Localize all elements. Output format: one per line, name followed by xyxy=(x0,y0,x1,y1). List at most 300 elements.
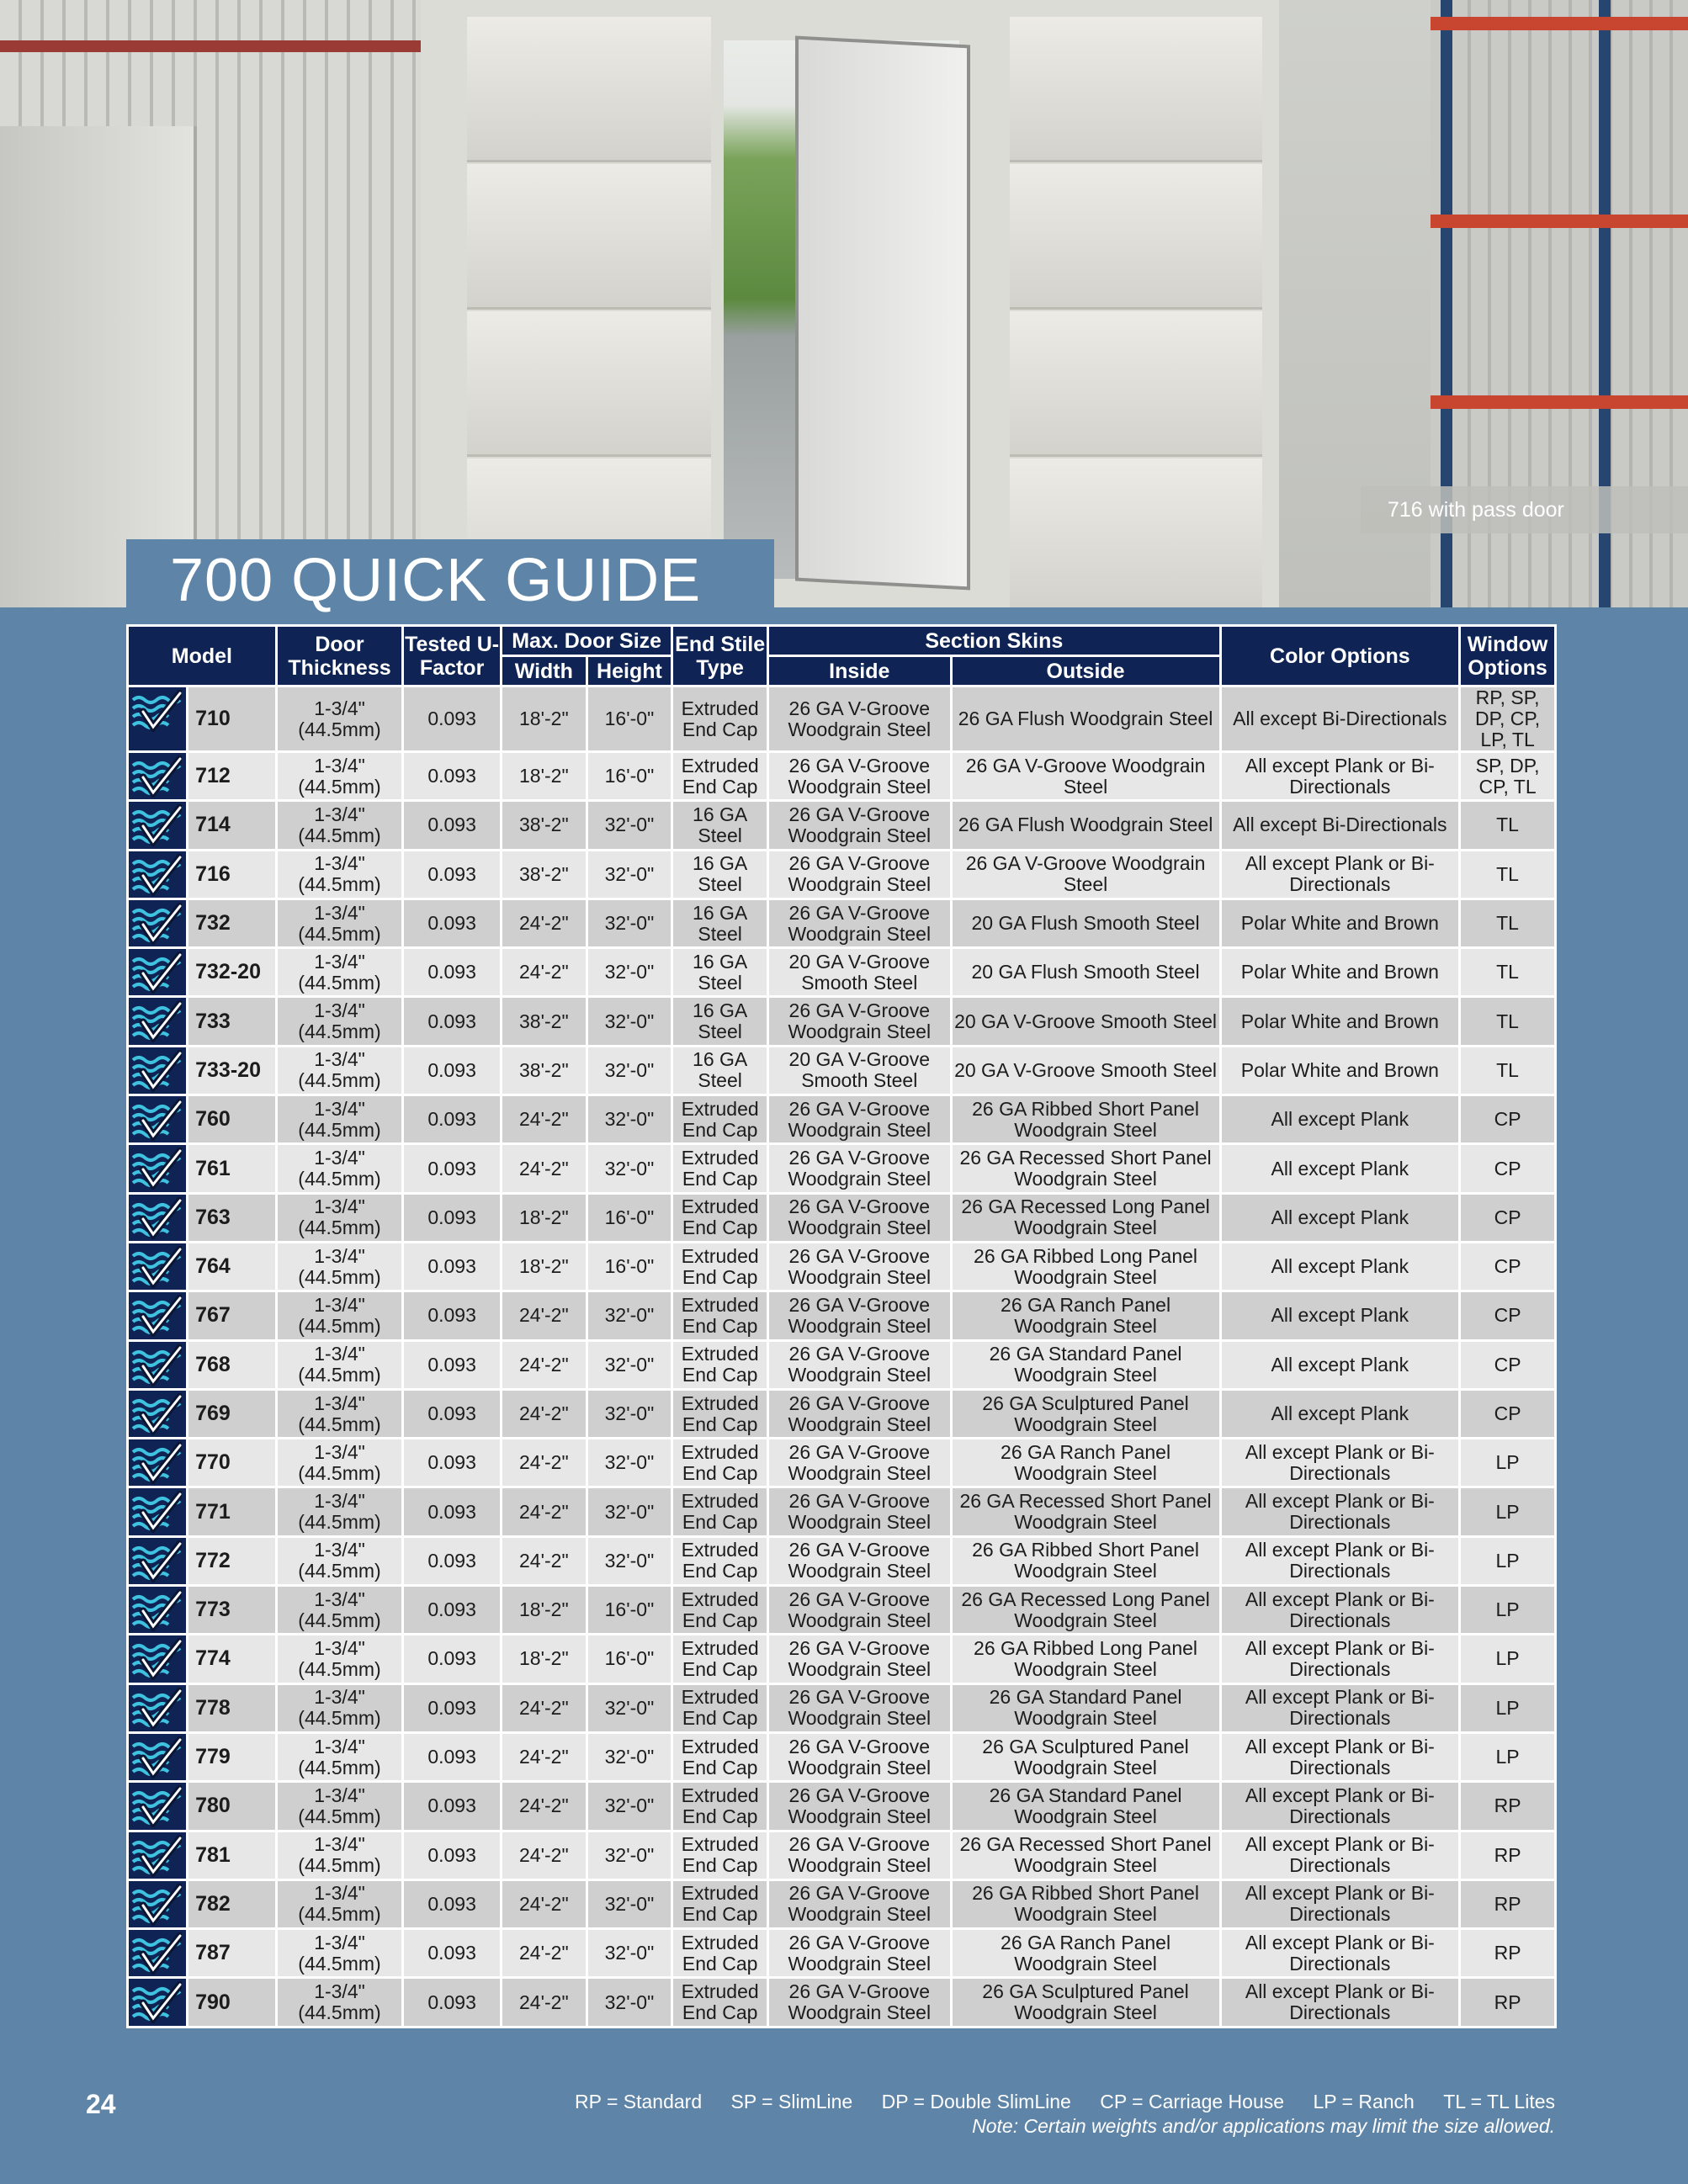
outside-skin-cell: 26 GA Ranch Panel Woodgrain Steel xyxy=(951,1439,1220,1487)
outside-skin-cell: 26 GA Sculptured Panel Woodgrain Steel xyxy=(951,1389,1220,1438)
icon-cell xyxy=(128,1831,188,1879)
insulated-check-icon xyxy=(131,1884,182,1926)
end-stile-cell: Extruded End Cap xyxy=(672,1242,768,1291)
window-options-cell: TL xyxy=(1460,899,1556,947)
thickness-cell: 1-3/4" (44.5mm) xyxy=(276,1635,402,1683)
insulated-check-icon xyxy=(131,1835,182,1877)
end-stile-cell: Extruded End Cap xyxy=(672,1782,768,1831)
pass-door xyxy=(795,36,970,591)
window-options-cell: RP, SP, DP, CP, LP, TL xyxy=(1460,686,1556,752)
inside-skin-cell: 26 GA V-Groove Woodgrain Steel xyxy=(768,1242,951,1291)
outside-skin-cell: 26 GA Standard Panel Woodgrain Steel xyxy=(951,1782,1220,1831)
page-number: 24 xyxy=(86,2089,116,2119)
thickness-cell: 1-3/4" (44.5mm) xyxy=(276,1683,402,1732)
table-row xyxy=(128,1586,1556,1635)
height-cell: 32'-0" xyxy=(587,997,672,1046)
icon-cell xyxy=(128,948,188,997)
color-options-cell: Polar White and Brown xyxy=(1220,1046,1460,1095)
inside-skin-cell: 26 GA V-Groove Woodgrain Steel xyxy=(768,686,951,752)
model-cell: 771 xyxy=(188,1487,277,1536)
outside-skin-cell: 20 GA V-Groove Smooth Steel xyxy=(951,1046,1220,1095)
width-cell: 24'-2" xyxy=(502,1683,587,1732)
inside-skin-cell: 26 GA V-Groove Woodgrain Steel xyxy=(768,1439,951,1487)
model-cell: 732 xyxy=(188,899,277,947)
ufactor-cell: 0.093 xyxy=(403,752,502,801)
thickness-cell: 1-3/4" (44.5mm) xyxy=(276,686,402,752)
icon-cell xyxy=(128,1046,188,1095)
inside-skin-cell: 26 GA V-Groove Woodgrain Steel xyxy=(768,1487,951,1536)
window-options-cell: LP xyxy=(1460,1487,1556,1536)
thickness-cell: 1-3/4" (44.5mm) xyxy=(276,1389,402,1438)
color-options-cell: All except Plank or Bi-Directionals xyxy=(1220,1439,1460,1487)
model-cell: 712 xyxy=(188,752,277,801)
inside-skin-cell: 26 GA V-Groove Woodgrain Steel xyxy=(768,1732,951,1781)
end-stile-cell: Extruded End Cap xyxy=(672,1389,768,1438)
width-cell: 24'-2" xyxy=(502,1144,587,1193)
end-stile-cell: Extruded End Cap xyxy=(672,1536,768,1585)
insulated-check-icon xyxy=(131,804,182,846)
end-stile-cell: 16 GA Steel xyxy=(672,801,768,850)
header-width: Width xyxy=(502,656,587,686)
color-options-cell: Polar White and Brown xyxy=(1220,997,1460,1046)
thickness-cell: 1-3/4" (44.5mm) xyxy=(276,1536,402,1585)
color-options-cell: All except Plank or Bi-Directionals xyxy=(1220,1831,1460,1879)
model-cell: 732-20 xyxy=(188,948,277,997)
inside-skin-cell: 26 GA V-Groove Woodgrain Steel xyxy=(768,850,951,899)
thickness-cell: 1-3/4" (44.5mm) xyxy=(276,1879,402,1928)
table-row xyxy=(128,1978,1556,2027)
insulated-check-icon xyxy=(131,1246,182,1288)
ufactor-cell: 0.093 xyxy=(403,1732,502,1781)
icon-cell xyxy=(128,1291,188,1340)
height-cell: 32'-0" xyxy=(587,1144,672,1193)
ufactor-cell: 0.093 xyxy=(403,1242,502,1291)
model-cell: 779 xyxy=(188,1732,277,1781)
end-stile-cell: Extruded End Cap xyxy=(672,1439,768,1487)
end-stile-cell: Extruded End Cap xyxy=(672,1144,768,1193)
header-tested-ufactor: Tested U-Factor xyxy=(403,626,502,686)
outside-skin-cell: 26 GA Ranch Panel Woodgrain Steel xyxy=(951,1291,1220,1340)
width-cell: 24'-2" xyxy=(502,1782,587,1831)
width-cell: 38'-2" xyxy=(502,850,587,899)
color-options-cell: All except Plank or Bi-Directionals xyxy=(1220,1683,1460,1732)
table-row xyxy=(128,1487,1556,1536)
height-cell: 16'-0" xyxy=(587,1242,672,1291)
table-row xyxy=(128,1683,1556,1732)
insulated-check-icon xyxy=(131,1589,182,1631)
color-options-cell: All except Plank or Bi-Directionals xyxy=(1220,752,1460,801)
table-row xyxy=(128,686,1556,752)
red-beam xyxy=(0,40,421,52)
ufactor-cell: 0.093 xyxy=(403,1635,502,1683)
window-options-cell: LP xyxy=(1460,1536,1556,1585)
window-options-cell: CP xyxy=(1460,1095,1556,1144)
model-cell: 764 xyxy=(188,1242,277,1291)
outside-skin-cell: 26 GA V-Groove Woodgrain Steel xyxy=(951,850,1220,899)
color-options-cell: Polar White and Brown xyxy=(1220,948,1460,997)
color-options-cell: All except Plank xyxy=(1220,1095,1460,1144)
height-cell: 16'-0" xyxy=(587,1193,672,1242)
inside-skin-cell: 26 GA V-Groove Woodgrain Steel xyxy=(768,1879,951,1928)
width-cell: 24'-2" xyxy=(502,1095,587,1144)
width-cell: 18'-2" xyxy=(502,1193,587,1242)
inside-skin-cell: 26 GA V-Groove Woodgrain Steel xyxy=(768,1193,951,1242)
thickness-cell: 1-3/4" (44.5mm) xyxy=(276,1291,402,1340)
ufactor-cell: 0.093 xyxy=(403,1487,502,1536)
model-cell: 733 xyxy=(188,997,277,1046)
thickness-cell: 1-3/4" (44.5mm) xyxy=(276,1978,402,2027)
height-cell: 32'-0" xyxy=(587,1536,672,1585)
color-options-cell: All except Plank or Bi-Directionals xyxy=(1220,1879,1460,1928)
model-cell: 767 xyxy=(188,1291,277,1340)
end-stile-cell: Extruded End Cap xyxy=(672,686,768,752)
color-options-cell: All except Plank xyxy=(1220,1144,1460,1193)
insulated-check-icon xyxy=(131,903,182,945)
ufactor-cell: 0.093 xyxy=(403,1683,502,1732)
end-stile-cell: Extruded End Cap xyxy=(672,1487,768,1536)
width-cell: 18'-2" xyxy=(502,1242,587,1291)
model-cell: 714 xyxy=(188,801,277,850)
window-options-cell: CP xyxy=(1460,1291,1556,1340)
model-cell: 787 xyxy=(188,1929,277,1978)
table-row xyxy=(128,752,1556,801)
ufactor-cell: 0.093 xyxy=(403,801,502,850)
table-row xyxy=(128,997,1556,1046)
insulated-check-icon xyxy=(131,1148,182,1190)
ufactor-cell: 0.093 xyxy=(403,1095,502,1144)
ufactor-cell: 0.093 xyxy=(403,1879,502,1928)
model-cell: 778 xyxy=(188,1683,277,1732)
thickness-cell: 1-3/4" (44.5mm) xyxy=(276,1340,402,1389)
window-options-cell: LP xyxy=(1460,1439,1556,1487)
height-cell: 32'-0" xyxy=(587,1095,672,1144)
window-options-cell: RP xyxy=(1460,1782,1556,1831)
thickness-cell: 1-3/4" (44.5mm) xyxy=(276,1487,402,1536)
color-options-cell: All except Plank xyxy=(1220,1242,1460,1291)
inside-skin-cell: 20 GA V-Groove Smooth Steel xyxy=(768,1046,951,1095)
width-cell: 24'-2" xyxy=(502,1487,587,1536)
insulated-check-icon xyxy=(131,1050,182,1092)
height-cell: 32'-0" xyxy=(587,850,672,899)
model-cell: 716 xyxy=(188,850,277,899)
width-cell: 24'-2" xyxy=(502,1291,587,1340)
inside-skin-cell: 26 GA V-Groove Woodgrain Steel xyxy=(768,1978,951,2027)
outside-skin-cell: 26 GA Ribbed Long Panel Woodgrain Steel xyxy=(951,1242,1220,1291)
width-cell: 24'-2" xyxy=(502,1879,587,1928)
inside-skin-cell: 26 GA V-Groove Woodgrain Steel xyxy=(768,1782,951,1831)
window-options-cell: LP xyxy=(1460,1635,1556,1683)
end-stile-cell: Extruded End Cap xyxy=(672,1929,768,1978)
color-options-cell: All except Plank or Bi-Directionals xyxy=(1220,850,1460,899)
header-outside: Outside xyxy=(951,656,1220,686)
inside-skin-cell: 26 GA V-Groove Woodgrain Steel xyxy=(768,1536,951,1585)
inside-skin-cell: 26 GA V-Groove Woodgrain Steel xyxy=(768,1635,951,1683)
width-cell: 24'-2" xyxy=(502,1978,587,2027)
ufactor-cell: 0.093 xyxy=(403,850,502,899)
header-model: Model xyxy=(128,626,277,686)
width-cell: 24'-2" xyxy=(502,948,587,997)
model-cell: 770 xyxy=(188,1439,277,1487)
end-stile-cell: Extruded End Cap xyxy=(672,1732,768,1781)
table-row xyxy=(128,1242,1556,1291)
width-cell: 38'-2" xyxy=(502,1046,587,1095)
width-cell: 24'-2" xyxy=(502,1389,587,1438)
outside-skin-cell: 26 GA Ribbed Short Panel Woodgrain Steel xyxy=(951,1536,1220,1585)
color-options-cell: All except Plank xyxy=(1220,1340,1460,1389)
ufactor-cell: 0.093 xyxy=(403,948,502,997)
icon-cell xyxy=(128,1487,188,1536)
width-cell: 18'-2" xyxy=(502,1635,587,1683)
outside-skin-cell: 26 GA Ribbed Short Panel Woodgrain Steel xyxy=(951,1095,1220,1144)
table-row xyxy=(128,1879,1556,1928)
header-section-skins: Section Skins xyxy=(768,626,1221,656)
window-options-cell: LP xyxy=(1460,1586,1556,1635)
width-cell: 24'-2" xyxy=(502,1929,587,1978)
width-cell: 24'-2" xyxy=(502,899,587,947)
outside-skin-cell: 26 GA Sculptured Panel Woodgrain Steel xyxy=(951,1732,1220,1781)
ufactor-cell: 0.093 xyxy=(403,997,502,1046)
model-cell: 774 xyxy=(188,1635,277,1683)
table-row xyxy=(128,1193,1556,1242)
ufactor-cell: 0.093 xyxy=(403,1782,502,1831)
width-cell: 24'-2" xyxy=(502,1340,587,1389)
quick-guide-table xyxy=(126,624,1557,2028)
icon-cell xyxy=(128,1193,188,1242)
width-cell: 18'-2" xyxy=(502,1586,587,1635)
model-cell: 710 xyxy=(188,686,277,752)
thickness-cell: 1-3/4" (44.5mm) xyxy=(276,1144,402,1193)
outside-skin-cell: 26 GA Recessed Long Panel Woodgrain Steel xyxy=(951,1586,1220,1635)
color-options-cell: All except Plank xyxy=(1220,1193,1460,1242)
thickness-cell: 1-3/4" (44.5mm) xyxy=(276,1193,402,1242)
height-cell: 32'-0" xyxy=(587,1782,672,1831)
legend-item: TL = TL Lites xyxy=(1443,2091,1555,2112)
inside-skin-cell: 20 GA V-Groove Smooth Steel xyxy=(768,948,951,997)
thickness-cell: 1-3/4" (44.5mm) xyxy=(276,997,402,1046)
ufactor-cell: 0.093 xyxy=(403,1439,502,1487)
end-stile-cell: 16 GA Steel xyxy=(672,948,768,997)
height-cell: 32'-0" xyxy=(587,1929,672,1978)
model-cell: 773 xyxy=(188,1586,277,1635)
end-stile-cell: Extruded End Cap xyxy=(672,1193,768,1242)
footnote: Note: Certain weights and/or applications may limit the size allowed. xyxy=(972,2115,1555,2137)
icon-cell xyxy=(128,1879,188,1928)
icon-cell xyxy=(128,1389,188,1438)
window-options-cell: RP xyxy=(1460,1978,1556,2027)
thickness-cell: 1-3/4" (44.5mm) xyxy=(276,1586,402,1635)
end-stile-cell: Extruded End Cap xyxy=(672,1635,768,1683)
ufactor-cell: 0.093 xyxy=(403,686,502,752)
height-cell: 32'-0" xyxy=(587,1291,672,1340)
rack-beam xyxy=(1431,215,1688,228)
end-stile-cell: Extruded End Cap xyxy=(672,1291,768,1340)
table-row xyxy=(128,1536,1556,1585)
table-row xyxy=(128,1929,1556,1978)
window-options-cell: TL xyxy=(1460,850,1556,899)
window-options-cell: TL xyxy=(1460,801,1556,850)
thickness-cell: 1-3/4" (44.5mm) xyxy=(276,899,402,947)
color-options-cell: All except Plank xyxy=(1220,1389,1460,1438)
insulated-check-icon xyxy=(131,690,182,732)
insulated-check-icon xyxy=(131,854,182,896)
outside-skin-cell: 20 GA Flush Smooth Steel xyxy=(951,899,1220,947)
window-options-cell: RP xyxy=(1460,1929,1556,1978)
header-end-stile-type: End Stile Type xyxy=(672,626,768,686)
table-row xyxy=(128,1340,1556,1389)
icon-cell xyxy=(128,1144,188,1193)
rack-beam xyxy=(1431,395,1688,409)
color-options-cell: All except Bi-Directionals xyxy=(1220,801,1460,850)
hero-photo xyxy=(0,0,1688,607)
height-cell: 32'-0" xyxy=(587,1732,672,1781)
model-cell: 763 xyxy=(188,1193,277,1242)
model-cell: 790 xyxy=(188,1978,277,2027)
icon-cell xyxy=(128,752,188,801)
ufactor-cell: 0.093 xyxy=(403,1291,502,1340)
window-options-cell: SP, DP, CP, TL xyxy=(1460,752,1556,801)
ufactor-cell: 0.093 xyxy=(403,1046,502,1095)
table-row xyxy=(128,850,1556,899)
height-cell: 32'-0" xyxy=(587,1879,672,1928)
end-stile-cell: 16 GA Steel xyxy=(672,899,768,947)
end-stile-cell: 16 GA Steel xyxy=(672,997,768,1046)
end-stile-cell: Extruded End Cap xyxy=(672,1095,768,1144)
end-stile-cell: Extruded End Cap xyxy=(672,1586,768,1635)
icon-cell xyxy=(128,1635,188,1683)
header-height: Height xyxy=(587,656,672,686)
photo-caption: 716 with pass door xyxy=(1361,486,1688,533)
cabinet xyxy=(0,126,197,607)
color-options-cell: All except Plank or Bi-Directionals xyxy=(1220,1978,1460,2027)
color-options-cell: All except Plank xyxy=(1220,1291,1460,1340)
table-row xyxy=(128,1439,1556,1487)
thickness-cell: 1-3/4" (44.5mm) xyxy=(276,1929,402,1978)
table-row xyxy=(128,1635,1556,1683)
model-cell: 733-20 xyxy=(188,1046,277,1095)
legend-item: SP = SlimLine xyxy=(730,2091,853,2112)
height-cell: 32'-0" xyxy=(587,1389,672,1438)
icon-cell xyxy=(128,801,188,850)
ufactor-cell: 0.093 xyxy=(403,1929,502,1978)
thickness-cell: 1-3/4" (44.5mm) xyxy=(276,1095,402,1144)
ufactor-cell: 0.093 xyxy=(403,1586,502,1635)
table-row xyxy=(128,1291,1556,1340)
end-stile-cell: Extruded End Cap xyxy=(672,752,768,801)
table-row xyxy=(128,1046,1556,1095)
icon-cell xyxy=(128,1782,188,1831)
color-options-cell: All except Plank or Bi-Directionals xyxy=(1220,1536,1460,1585)
thickness-cell: 1-3/4" (44.5mm) xyxy=(276,1782,402,1831)
ufactor-cell: 0.093 xyxy=(403,1389,502,1438)
inside-skin-cell: 26 GA V-Groove Woodgrain Steel xyxy=(768,752,951,801)
insulated-check-icon xyxy=(131,1540,182,1582)
icon-cell xyxy=(128,1242,188,1291)
height-cell: 32'-0" xyxy=(587,801,672,850)
insulated-check-icon xyxy=(131,1638,182,1680)
insulated-check-icon xyxy=(131,1099,182,1141)
header-door-thickness: Door Thickness xyxy=(276,626,402,686)
ufactor-cell: 0.093 xyxy=(403,1536,502,1585)
end-stile-cell: Extruded End Cap xyxy=(672,1683,768,1732)
outside-skin-cell: 26 GA Recessed Short Panel Woodgrain Steel xyxy=(951,1144,1220,1193)
table-row xyxy=(128,1144,1556,1193)
ufactor-cell: 0.093 xyxy=(403,1831,502,1879)
outside-skin-cell: 26 GA Recessed Short Panel Woodgrain Steel xyxy=(951,1487,1220,1536)
width-cell: 38'-2" xyxy=(502,997,587,1046)
height-cell: 16'-0" xyxy=(587,1586,672,1635)
legend-item: DP = Double SlimLine xyxy=(881,2091,1071,2112)
outside-skin-cell: 26 GA Recessed Short Panel Woodgrain Steel xyxy=(951,1831,1220,1879)
table-row xyxy=(128,899,1556,947)
outside-skin-cell: 26 GA Flush Woodgrain Steel xyxy=(951,801,1220,850)
model-cell: 780 xyxy=(188,1782,277,1831)
table-row xyxy=(128,1095,1556,1144)
icon-cell xyxy=(128,1439,188,1487)
outside-skin-cell: 20 GA Flush Smooth Steel xyxy=(951,948,1220,997)
height-cell: 32'-0" xyxy=(587,1439,672,1487)
outside-skin-cell: 26 GA Recessed Long Panel Woodgrain Steel xyxy=(951,1193,1220,1242)
table-row xyxy=(128,1782,1556,1831)
inside-skin-cell: 26 GA V-Groove Woodgrain Steel xyxy=(768,1831,951,1879)
width-cell: 18'-2" xyxy=(502,686,587,752)
ufactor-cell: 0.093 xyxy=(403,1144,502,1193)
height-cell: 32'-0" xyxy=(587,1831,672,1879)
thickness-cell: 1-3/4" (44.5mm) xyxy=(276,752,402,801)
insulated-check-icon xyxy=(131,1295,182,1337)
color-options-cell: All except Plank or Bi-Directionals xyxy=(1220,1635,1460,1683)
model-cell: 761 xyxy=(188,1144,277,1193)
window-options-cell: CP xyxy=(1460,1242,1556,1291)
window-options-cell: LP xyxy=(1460,1683,1556,1732)
model-cell: 781 xyxy=(188,1831,277,1879)
legend-item: LP = Ranch xyxy=(1313,2091,1415,2112)
inside-skin-cell: 26 GA V-Groove Woodgrain Steel xyxy=(768,1291,951,1340)
table-row xyxy=(128,1831,1556,1879)
thickness-cell: 1-3/4" (44.5mm) xyxy=(276,948,402,997)
insulated-check-icon xyxy=(131,1981,182,2023)
outside-skin-cell: 26 GA V-Groove Woodgrain Steel xyxy=(951,752,1220,801)
outside-skin-cell: 26 GA Flush Woodgrain Steel xyxy=(951,686,1220,752)
icon-cell xyxy=(128,1586,188,1635)
width-cell: 18'-2" xyxy=(502,752,587,801)
icon-cell xyxy=(128,850,188,899)
header-window-options: Window Options xyxy=(1460,626,1556,686)
thickness-cell: 1-3/4" (44.5mm) xyxy=(276,850,402,899)
window-options-cell: TL xyxy=(1460,1046,1556,1095)
insulated-check-icon xyxy=(131,1000,182,1042)
height-cell: 32'-0" xyxy=(587,899,672,947)
color-options-cell: All except Bi-Directionals xyxy=(1220,686,1460,752)
rack-beam xyxy=(1431,17,1688,30)
window-options-cell: CP xyxy=(1460,1193,1556,1242)
window-legend xyxy=(551,2091,1555,2113)
insulated-check-icon xyxy=(131,1736,182,1778)
model-cell: 769 xyxy=(188,1389,277,1438)
outside-skin-cell: 26 GA Ranch Panel Woodgrain Steel xyxy=(951,1929,1220,1978)
inside-skin-cell: 26 GA V-Groove Woodgrain Steel xyxy=(768,801,951,850)
insulated-check-icon xyxy=(131,755,182,798)
color-options-cell: All except Plank or Bi-Directionals xyxy=(1220,1929,1460,1978)
insulated-check-icon xyxy=(131,1197,182,1239)
outside-skin-cell: 26 GA Ribbed Long Panel Woodgrain Steel xyxy=(951,1635,1220,1683)
width-cell: 38'-2" xyxy=(502,801,587,850)
width-cell: 24'-2" xyxy=(502,1732,587,1781)
insulated-check-icon xyxy=(131,1932,182,1975)
legend-item: CP = Carriage House xyxy=(1100,2091,1285,2112)
thickness-cell: 1-3/4" (44.5mm) xyxy=(276,1242,402,1291)
model-cell: 760 xyxy=(188,1095,277,1144)
inside-skin-cell: 26 GA V-Groove Woodgrain Steel xyxy=(768,1095,951,1144)
